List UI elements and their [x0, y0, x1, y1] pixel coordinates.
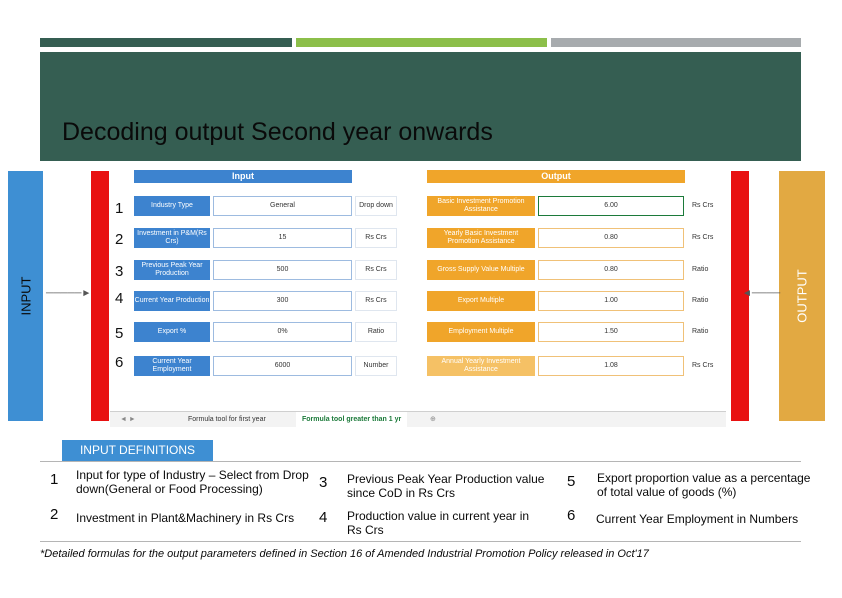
- output-label-4: Export Multiple: [427, 291, 535, 311]
- input-unit-3: Rs Crs: [355, 260, 397, 280]
- sheet-tab-bar: [110, 411, 726, 427]
- input-value-4[interactable]: 300: [213, 291, 352, 311]
- output-unit-6: Rs Crs: [688, 356, 724, 376]
- def-text-1: Input for type of Industry – Select from Drop down(General or Food Processing): [76, 468, 309, 496]
- top-bar-grey: [551, 38, 801, 47]
- left-connector-arrow: ─────►: [46, 288, 92, 299]
- def-text-5: Export proportion value as a percentage of total value of goods (%): [597, 471, 811, 499]
- output-label-6: Annual Yearly Investment Assistance: [427, 356, 535, 376]
- top-bar-green: [296, 38, 547, 47]
- definitions-heading: INPUT DEFINITIONS: [62, 440, 213, 461]
- row-number-4: 4: [115, 290, 124, 307]
- input-unit-5: Ratio: [355, 322, 397, 342]
- footnote-divider: [40, 541, 801, 542]
- def-num-5: 5: [567, 473, 576, 490]
- footnote: *Detailed formulas for the output parameters defined in Section 16 of Amended Industrial Promotion Policy released in Oct'17: [40, 548, 649, 560]
- def-num-6: 6: [567, 507, 576, 524]
- row-number-1: 1: [115, 200, 124, 217]
- output-unit-1: Rs Crs: [688, 196, 724, 216]
- input-label-6: Current Year Employment: [134, 356, 210, 376]
- input-header: Input: [134, 170, 352, 183]
- right-connector-arrow: ◄────: [742, 288, 781, 299]
- input-unit-6: Number: [355, 356, 397, 376]
- def-num-3: 3: [319, 474, 328, 491]
- output-label-1: Basic Investment Promotion Assistance: [427, 196, 535, 216]
- input-label-2: Investment in P&M(Rs Crs): [134, 228, 210, 248]
- output-label-3: Gross Supply Value Multiple: [427, 260, 535, 280]
- def-text-6: Current Year Employment in Numbers: [596, 512, 799, 526]
- output-header: Output: [427, 170, 685, 183]
- row-number-5: 5: [115, 325, 124, 342]
- input-value-3[interactable]: 500: [213, 260, 352, 280]
- input-label-5: Export %: [134, 322, 210, 342]
- row-number-2: 2: [115, 231, 124, 248]
- add-sheet-icon[interactable]: ⊕: [430, 416, 436, 423]
- input-unit-4: Rs Crs: [355, 291, 397, 311]
- input-value-1[interactable]: General: [213, 196, 352, 216]
- def-text-4: Production value in current year in Rs Crs: [347, 509, 530, 537]
- nav-arrows[interactable]: ◄ ►: [120, 416, 136, 423]
- input-value-5[interactable]: 0%: [213, 322, 352, 342]
- def-text-2: Investment in Plant&Machinery in Rs Crs: [76, 511, 295, 525]
- input-label-1: Industry Type: [134, 196, 210, 216]
- row-number-3: 3: [115, 263, 124, 280]
- output-label-5: Employment Multiple: [427, 322, 535, 342]
- input-unit-2: Rs Crs: [355, 228, 397, 248]
- page-title: Decoding output Second year onwards: [62, 118, 493, 146]
- definitions-divider: [40, 461, 801, 462]
- output-side-panel: [779, 171, 825, 421]
- def-num-4: 4: [319, 509, 328, 526]
- output-unit-3: Ratio: [688, 260, 724, 280]
- def-text-3: Previous Peak Year Production value since CoD in Rs Crs: [347, 472, 545, 500]
- input-label-3: Previous Peak Year Production: [134, 260, 210, 280]
- output-side-label: OUTPUT: [794, 269, 810, 323]
- output-value-5: 1.50: [538, 322, 684, 342]
- output-unit-4: Ratio: [688, 291, 724, 311]
- input-value-2[interactable]: 15: [213, 228, 352, 248]
- input-side-panel: [8, 171, 43, 421]
- output-label-2: Yearly Basic Investment Promotion Assistance: [427, 228, 535, 248]
- output-value-3: 0.80: [538, 260, 684, 280]
- output-value-2: 0.80: [538, 228, 684, 248]
- def-num-1: 1: [50, 471, 59, 488]
- output-unit-2: Rs Crs: [688, 228, 724, 248]
- input-side-label: INPUT: [18, 276, 33, 316]
- tab-formula-greater-than-1yr[interactable]: Formula tool greater than 1 yr: [296, 412, 407, 427]
- def-num-2: 2: [50, 506, 59, 523]
- left-red-bracket: [91, 171, 109, 421]
- input-value-6[interactable]: 6000: [213, 356, 352, 376]
- spreadsheet-screenshot: [110, 167, 726, 427]
- output-unit-5: Ratio: [688, 322, 724, 342]
- top-bar-dark: [40, 38, 292, 47]
- output-value-6: 1.08: [538, 356, 684, 376]
- input-unit-1: Drop down: [355, 196, 397, 216]
- tab-formula-first-year[interactable]: Formula tool for first year: [188, 416, 266, 423]
- input-label-4: Current Year Production: [134, 291, 210, 311]
- output-value-1: 6.00: [538, 196, 684, 216]
- output-value-4: 1.00: [538, 291, 684, 311]
- row-number-6: 6: [115, 354, 124, 371]
